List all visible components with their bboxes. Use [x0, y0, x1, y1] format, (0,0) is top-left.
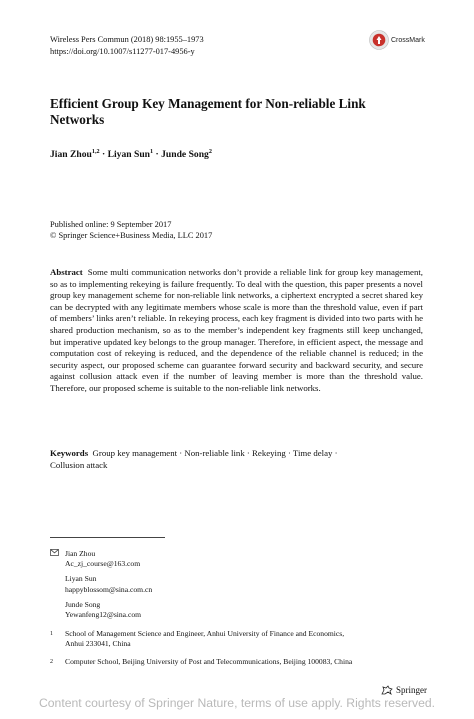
published-date: Published online: 9 September 2017 — [50, 220, 172, 229]
abstract-section — [50, 267, 423, 395]
contact-email[interactable]: Yewanfeng12@sina.com — [65, 610, 142, 620]
author-name[interactable]: Liyan Sun — [107, 149, 151, 161]
author-name[interactable]: Junde Song — [161, 149, 209, 161]
journal-citation: Wireless Pers Commun (2018) 98:1955–1973 — [50, 35, 204, 44]
abstract-text: Some multi communication networks don’t provide a reliable link for group key management, so as to implementing rekeying is failure frequently. To deal with the question, this paper presents a novel group key management scheme for non-reliable link networks, a ciphertext encrypted a secret shared key can be decrypted with any legitimate members whose scale is more than the threshold value, even if part of members’ links aren’t reliable. In rekeying process, each key fragment is divided into two parts with he shared production mechanism, so as to the member’s independent key fragments still keep unchanged, but imperative updated key belongs to the group manager. Therefore, in efficient aspect, the message and computation cost of rekeying is reduced, and the dependence of the reliable channel is reduced; in the security aspect, our proposed scheme can guarantee forward security and backward security, and secure against collusion attack even if the number of leaving member is more than the threshold value. Therefore, our proposed scheme is suitable to the non-reliable link networks. — [50, 267, 424, 393]
affiliation-number: 2 — [50, 659, 53, 665]
affiliation-text: Anhui 233041, China — [65, 639, 131, 649]
contact-entry — [65, 600, 152, 620]
title-line-1: Efficient Group Key Management for Non-reliable Link — [50, 96, 366, 111]
contact-list — [50, 549, 152, 625]
crossmark-badge[interactable] — [369, 30, 425, 50]
author-affiliation-marker: 2 — [208, 148, 212, 155]
author-separator: · — [153, 149, 162, 161]
springer-horse-icon — [381, 685, 393, 695]
affiliation-entry — [50, 657, 430, 667]
keywords-section — [50, 448, 370, 471]
title-line-2: Networks — [50, 112, 105, 127]
publisher-logo — [381, 685, 427, 695]
paper-title — [50, 96, 430, 128]
abstract-heading: Abstract — [50, 267, 83, 277]
envelope-icon — [50, 549, 59, 556]
affiliation-number: 1 — [50, 631, 53, 637]
contact-email[interactable]: Ac_zj_course@163.com — [65, 559, 141, 569]
author-affiliation-marker: 1,2 — [91, 148, 100, 155]
publisher-name: Springer — [396, 685, 427, 695]
contact-entry — [50, 549, 152, 569]
publication-info — [50, 220, 212, 241]
contact-name: Junde Song — [65, 599, 101, 609]
author-name[interactable]: Jian Zhou — [50, 149, 92, 161]
doi-link[interactable]: https://doi.org/10.1007/s11277-017-4956-y — [50, 47, 195, 56]
affiliation-entry — [50, 629, 430, 649]
keywords-text: Group key management · Non-reliable link · Rekeying · Time delay · Collusion attack — [50, 448, 338, 470]
contact-name: Jian Zhou — [65, 549, 96, 558]
contact-entry — [65, 574, 152, 594]
journal-info — [50, 34, 204, 58]
crossmark-icon — [369, 30, 389, 50]
keywords-heading: Keywords — [50, 448, 89, 458]
author-affiliation-marker: 1 — [150, 148, 154, 155]
contact-email[interactable]: happyblossom@sina.com.cn — [65, 584, 153, 594]
affiliation-text: School of Management Science and Engineer, Anhui University of Finance and Economics, — [65, 629, 345, 638]
courtesy-watermark: Content courtesy of Springer Nature, terms of use apply. Rights reserved. — [38, 696, 436, 710]
contact-name: Liyan Sun — [65, 574, 97, 584]
crossmark-label: CrossMark — [391, 36, 425, 44]
copyright-notice: © Springer Science+Business Media, LLC 2017 — [50, 230, 213, 240]
affiliation-text: Computer School, Beijing University of Post and Telecommunications, Beijing 100083, China — [65, 657, 353, 666]
author-separator: · — [99, 149, 108, 161]
author-list — [50, 148, 212, 160]
footnote-divider — [50, 537, 165, 538]
